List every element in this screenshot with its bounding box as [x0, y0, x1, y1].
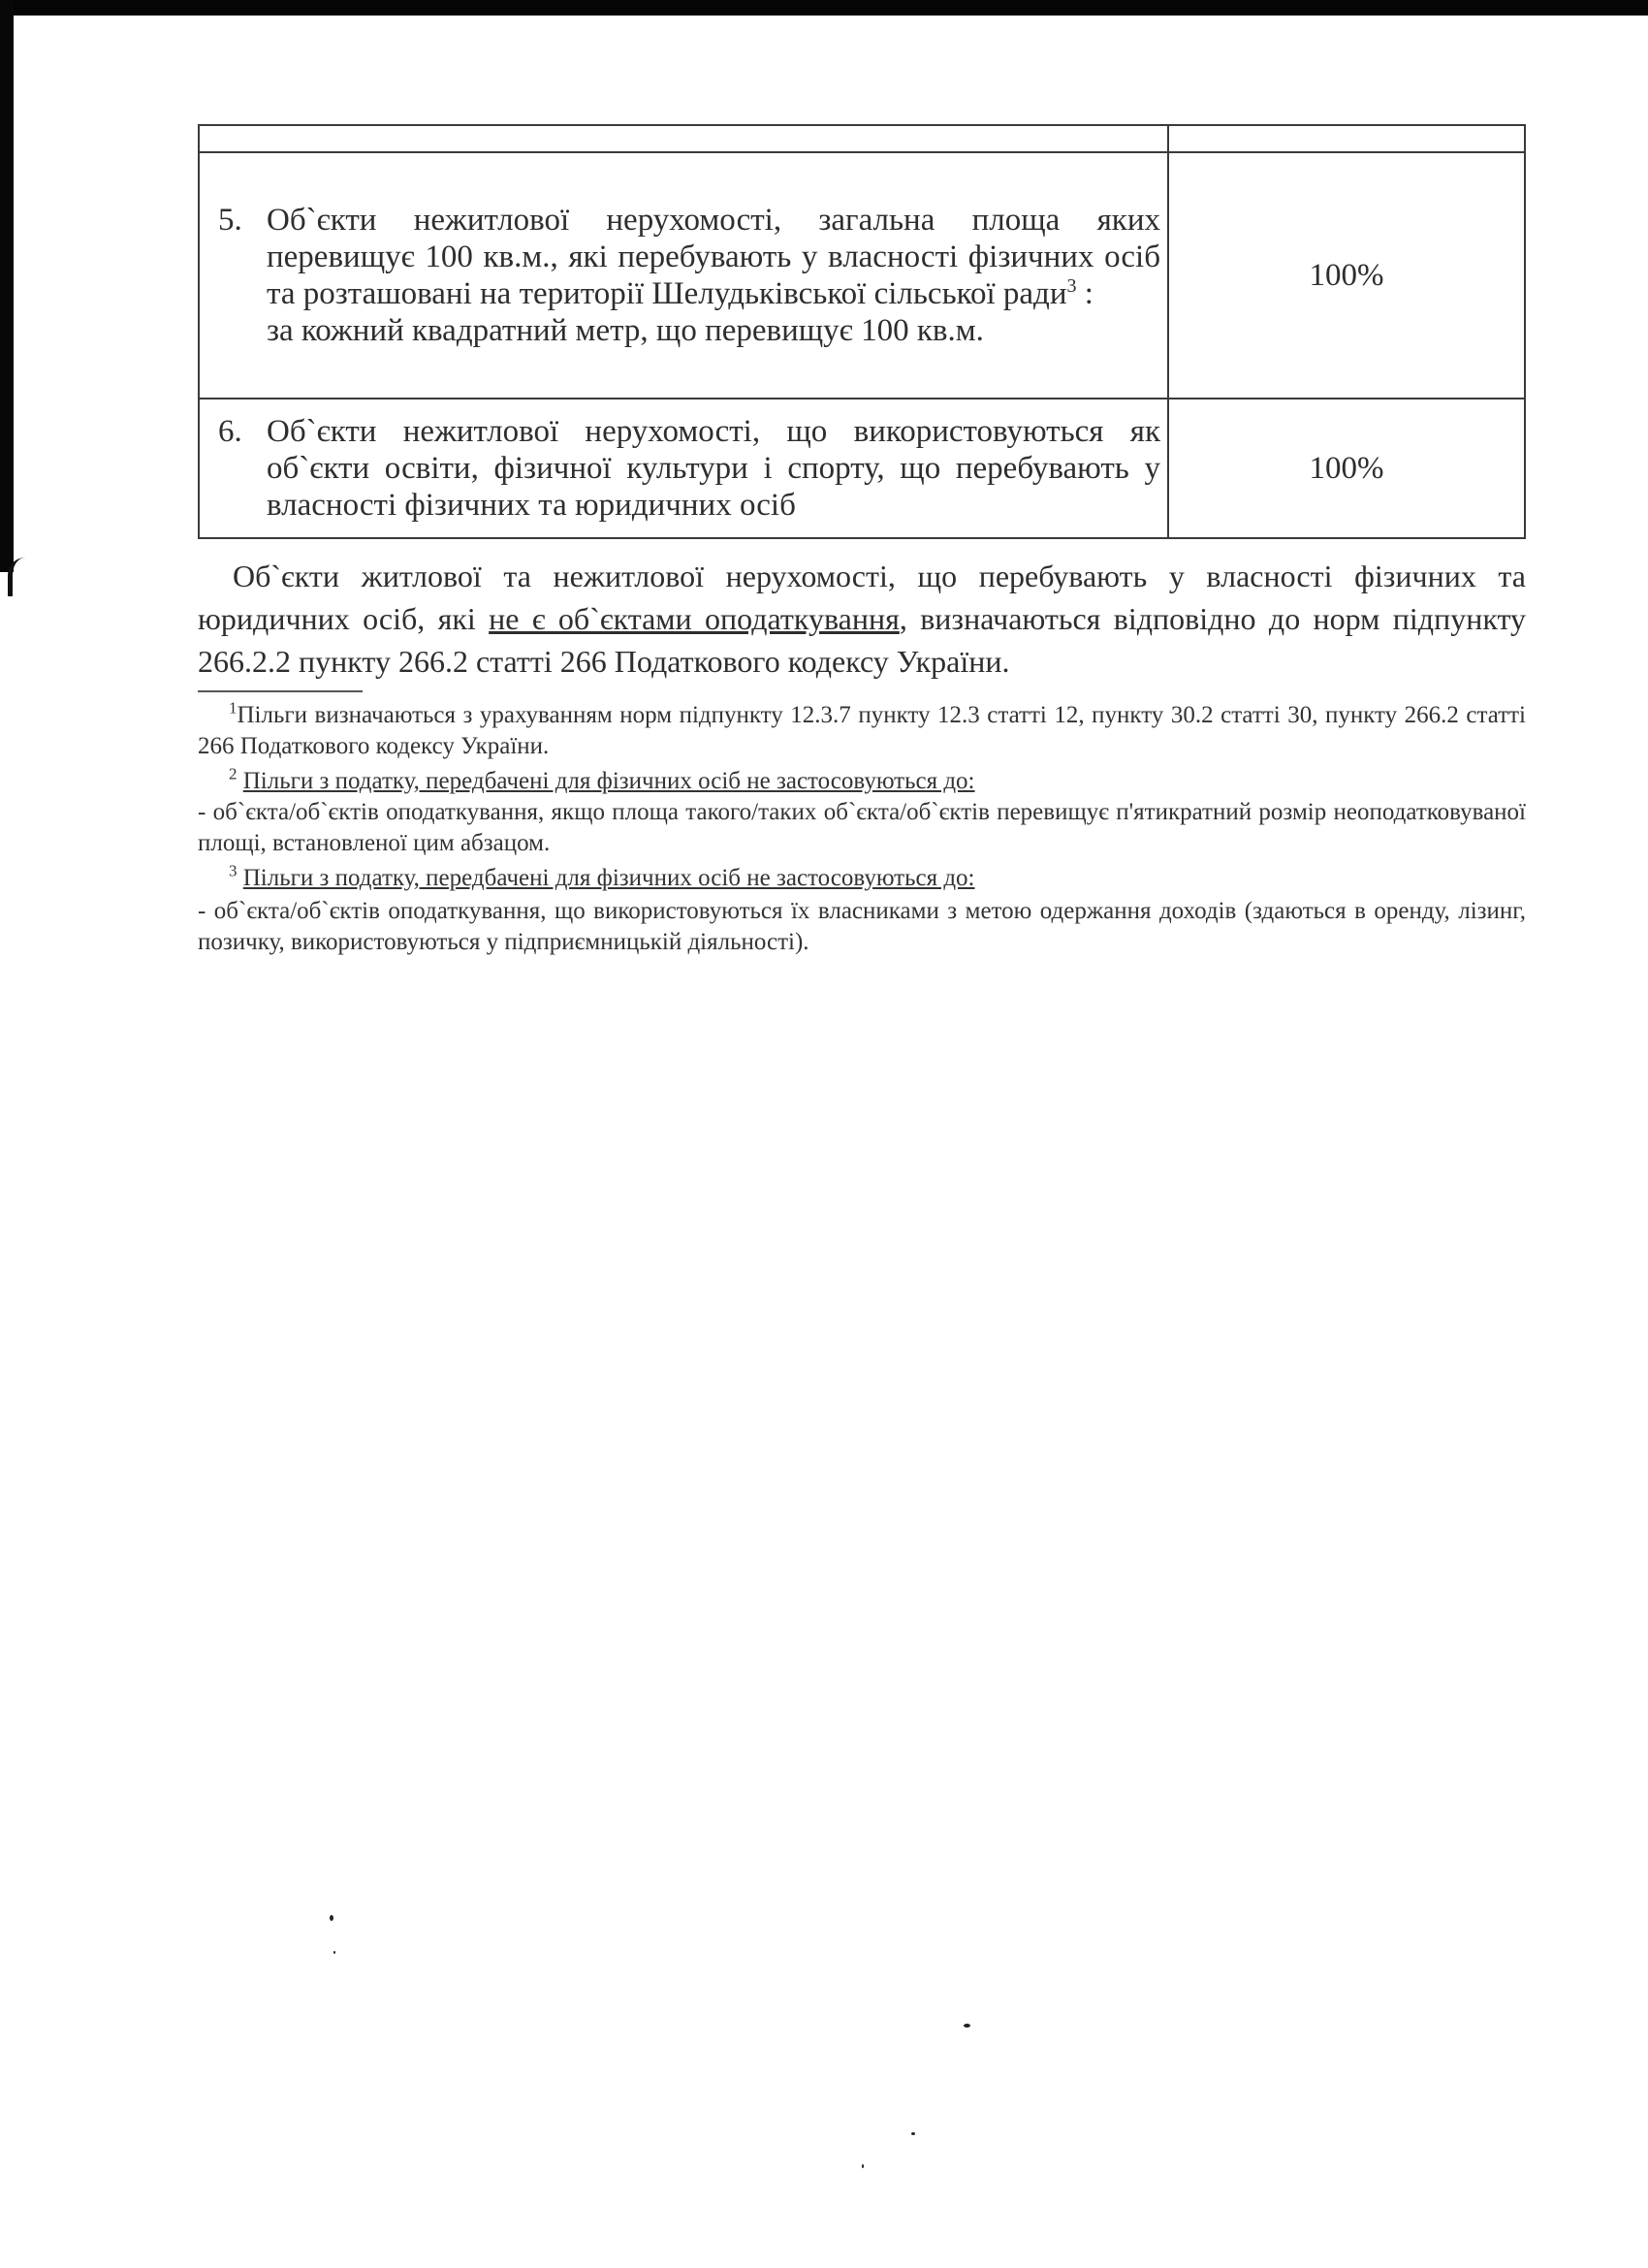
footnote-heading: Пільги з податку, передбачені для фізичних осіб не застосовуються до:	[242, 768, 975, 794]
table-row	[199, 152, 1525, 399]
paragraph-underlined: не є об`єктами оподаткування	[489, 601, 900, 636]
table-cell-description	[199, 152, 1168, 399]
non-taxable-objects-paragraph	[198, 555, 1526, 683]
footnote-3-body: - об`єкта/об`єктів оподаткування, що використовуються їх власниками з метою одержання доходів (здаються в оренду, лізинг, позичку, використовуються у підприємницькій діяльності).	[198, 898, 1526, 955]
scan-speck	[911, 2132, 915, 2135]
scan-left-edge	[0, 0, 14, 572]
tax-benefits-table	[198, 124, 1526, 539]
row-description-line2: за кожний квадратний метр, що перевищує 100 кв.м.	[267, 313, 984, 348]
footnote-mark: 3	[229, 861, 238, 880]
footnote-mark: 2	[229, 764, 238, 783]
table-cell-rate: 100%	[1168, 152, 1525, 399]
footnote-1	[198, 700, 1526, 762]
footnote-3-heading	[198, 863, 1526, 894]
row-number: 6.	[218, 414, 242, 449]
scan-speck	[330, 1915, 333, 1921]
scan-speck	[333, 1951, 335, 1954]
footnote-mark: 1	[229, 698, 238, 718]
row-description-suffix: :	[1076, 276, 1093, 311]
scan-speck	[862, 2164, 864, 2168]
footnote-2-body: - об`єкта/об`єктів оподаткування, якщо площа такого/таких об`єкта/об`єктів перевищує п'ятикратний розмір неоподатковуваної площі, встановленої цим абзацом.	[198, 799, 1526, 856]
footnote-separator	[198, 690, 363, 692]
footnote-heading: Пільги з податку, передбачені для фізичних осіб не застосовуються до:	[242, 865, 975, 891]
row-description: Об`єкти нежитлової нерухомості, що використовуються як об`єкти освіти, фізичної культури і спорту, що перебувають у власності фізичних та юридичних осіб	[267, 414, 1160, 523]
scan-speck	[964, 2024, 970, 2028]
footnote-text: Пільги визначаються з урахуванням норм підпункту 12.3.7 пункту 12.3 статті 12, пункту 30.2 статті 30, пункту 266.2 статті 266 Податкового кодексу України.	[198, 702, 1526, 759]
table-header-row	[199, 125, 1525, 152]
table-cell-empty	[199, 125, 1168, 152]
row-description: Об`єкти нежитлової нерухомості, загальна площа яких перевищує 100 кв.м., які перебувають у власності фізичних осіб та розташовані на території Шелудьківської сільської ради	[267, 203, 1160, 311]
paragraph-text: Об`єкти житлової та нежитлової нерухомості, що перебувають у власності фізичних та юридичних осіб, які	[198, 559, 1526, 636]
footnote-2-heading	[198, 766, 1526, 797]
table-row	[199, 399, 1525, 538]
row-number: 5.	[218, 203, 242, 238]
table-cell-empty	[1168, 125, 1525, 152]
table-cell-description	[199, 399, 1168, 538]
scan-left-curl	[8, 558, 26, 596]
table-cell-rate: 100%	[1168, 399, 1525, 538]
paragraph-text-end: , визначаються відповідно до норм підпункту 266.2.2 пункту 266.2 статті 266 Податкового кодексу України.	[198, 601, 1527, 679]
footnote-ref: 3	[1066, 275, 1077, 297]
scan-top-edge	[0, 0, 1648, 16]
